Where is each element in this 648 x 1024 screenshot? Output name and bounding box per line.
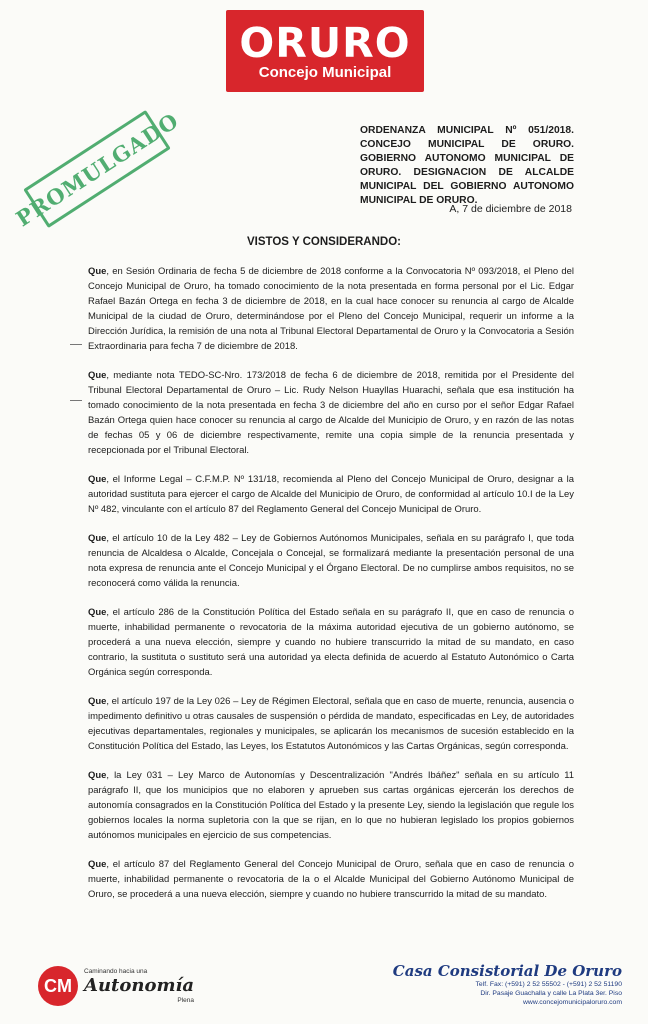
paragraph: Que, mediante nota TEDO-SC-Nro. 173/2018 de fecha 6 de diciembre de 2018, remitida por el Presidente del Tribunal Electoral Departamental de Oruro – Lic. Rudy Nelson Huayllas Huarachi, señala que esa institución ha tomado conocimiento de la nota presentada en fecha 3 de diciembre del año en curso por el señor Edgar Rafael Bazán Ortega quien hace conocer su renuncia al cargo de Alcalde del Municipio de Oruro, y en razón de las notas de fechas 05 y 06 de diciembre respectivamente, remite una copia simple de la renuncia presentada y recepcionada por el Tribunal Electoral. xyxy=(88,370,574,456)
footer-website[interactable]: www.concejomunicipaloruro.com xyxy=(523,999,622,1006)
paragraph: Que, la Ley 031 – Ley Marco de Autonomías y Descentralización "Andrés Ibáñez" señala en su artículo 11 parágrafo II, que los municipios que no elaboren y aprueben sus cartas orgánicas ejercerán los derechos de autonomía consagrados en la Constitución Política del Estado y la presente Ley, siendo la legislación que regule los gobiernos locales la norma supletoria con la que se rijan, en lo que no hubieran legislado los propios gobiernos autónomos municipales en ejercicio de sus competencias. xyxy=(88,770,574,841)
document-body xyxy=(88,264,574,916)
logo-brand: ORURO xyxy=(239,19,411,67)
document-date: A, 7 de diciembre de 2018 xyxy=(449,203,572,215)
footer-address: Dir. Pasaje Guachalla y calle La Plata 3er. Piso xyxy=(480,990,622,997)
cm-autonomia-logo xyxy=(38,966,194,1006)
oruro-logo xyxy=(226,10,424,92)
paragraph: Que, el artículo 286 de la Constitución Política del Estado señala en su parágrafo II, que en caso de renuncia o muerte, inhabilidad permanente o revocatoria de la máxima autoridad ejecutiva de un gobierno autónomo, se procederá a una nueva elección, siempre y cuando no hubiere transcurrido la mitad de su mandato, en caso contrario, la sustituta o sustituto será una autoridad ya electa definida de acuerdo al Estatuto Autonómico o Carta Orgánica según corresponda. xyxy=(88,607,574,678)
margin-mark xyxy=(70,344,82,345)
footer-phone: Telf. Fax: (+591) 2 52 55502 - (+591) 2 52 51190 xyxy=(475,981,622,988)
paragraph: Que, el artículo 10 de la Ley 482 – Ley de Gobiernos Autónomos Municipales, señala en su parágrafo I, que toda renuncia de Alcaldesa o Alcalde, Concejala o Concejal, se formalizará mediante la presentación personal de una nota expresa de renuncia ante el Concejo Municipal y el Órgano Electoral. De no cumplirse ambos requisitos, no se reconocerá como válida la renuncia. xyxy=(88,533,574,589)
paragraph: Que, el artículo 197 de la Ley 026 – Ley de Régimen Electoral, señala que en caso de muerte, renuncia, ausencia o impedimento definitivo u otras causales de suspensión o pérdida de mandato, especificadas en Ley, de autoridades ejecutivas departamentales, regionales y municipales, se aplicarán los mecanismos de sucesión establecido en la Constitución Política del Estado, las Leyes, los Estatutos Autonómicos y las Cartas Orgánicas, según corresponda. xyxy=(88,696,574,752)
ordenanza-title: ORDENANZA MUNICIPAL Nº 051/2018. CONCEJO MUNICIPAL DE ORURO. GOBIERNO AUTONOMO MUNICIPAL DE ORURO. DESIGNACION DE ALCALDE MUNICIPAL DEL GOBIERNO AUTONOMO MUNICIPAL DE ORURO. xyxy=(360,125,574,206)
margin-mark xyxy=(70,400,82,401)
paragraph: Que, el Informe Legal – C.F.M.P. Nº 131/18, recomienda al Pleno del Concejo Municipal de Oruro, designar a la autoridad sustituta para ejercer el cargo de Alcalde del Municipio de Oruro, de conformidad al artículo 10.I de la Ley Nº 482, vinculante con el artículo 87 del Reglamento General del Concejo Municipal de Oruro. xyxy=(88,474,574,515)
logo-subtitle: Concejo Municipal xyxy=(258,64,392,81)
promulgado-stamp: PROMULGADO xyxy=(11,107,183,231)
cm-word: Autonomía xyxy=(84,975,195,996)
footer-contact xyxy=(393,962,622,1007)
section-heading: VISTOS Y CONSIDERANDO: xyxy=(246,236,401,248)
paragraph: Que, en Sesión Ordinaria de fecha 5 de diciembre de 2018 conforme a la Convocatoria Nº 093/2018, el Pleno del Concejo Municipal de Oruro, ha tomado conocimiento de la nota presentada en forma personal por el Lic. Edgar Rafael Bazán Ortega en fecha 3 de diciembre de 2018, en la cual hace conocer su renuncia al cargo de Alcalde Municipal de la ciudad de Oruro, determinándose por el Pleno del Concejo Municipal, requerir un informe a la Dirección Jurídica, la remisión de una nota al Tribunal Electoral Departamental de Oruro y la Convocatoria a Sesión Extraordinaria para fecha 7 de diciembre de 2018. xyxy=(88,266,574,352)
cm-plena: Plena xyxy=(177,997,195,1004)
cm-initials: CM xyxy=(38,966,78,1006)
cm-tagline: Caminando hacia una xyxy=(84,968,148,975)
paragraph: Que, el artículo 87 del Reglamento General del Concejo Municipal de Oruro, señala que en caso de renuncia o muerte, inhabilidad permanente o revocatoria de la o el Alcalde Municipal del Gobierno Autónomo Municipal de Oruro, se procederá a una nueva elección, siempre y cuando no hubiere transcurrido la mitad de su mandato. xyxy=(88,859,574,900)
cm-logo-text xyxy=(84,966,194,1006)
casa-consistorial: Casa Consistorial De Oruro xyxy=(392,962,622,980)
